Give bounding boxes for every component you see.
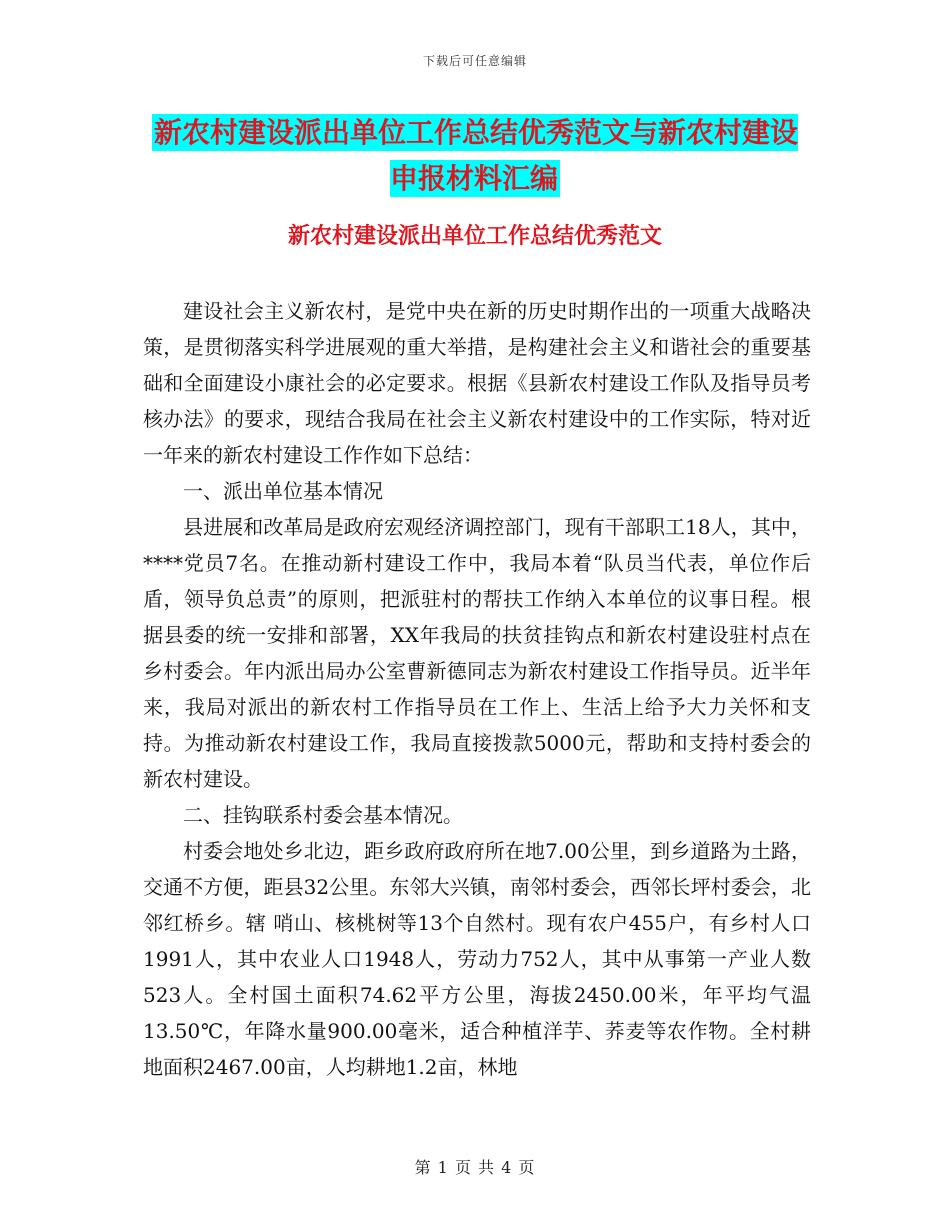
- page-footer: 第 1 页 共 4 页: [414, 1158, 536, 1177]
- section-heading-1: 一、派出单位基本情况: [183, 479, 383, 503]
- header-note: 下载后可任意编辑: [422, 54, 527, 68]
- document-body: [143, 293, 811, 1085]
- section-heading-2: 二、挂钩联系村委会基本情况。: [183, 803, 463, 827]
- document-title-text: 新农村建设派出单位工作总结优秀范文与新农村建设申报材料汇编: [153, 116, 798, 195]
- paragraph-intro: 建设社会主义新农村，是党中央在新的历史时期作出的一项重大战略决策，是贯彻落实科学进展观的重大举措，是构建社会主义和谐社会的重要基础和全面建设小康社会的必定要求。根据《县新农村建设工作队及指导员考核办法》的要求，现结合我局在社会主义新农村建设中的工作实际，特对近一年来的新农村建设工作作如下总结：: [143, 299, 811, 467]
- section-title: 新农村建设派出单位工作总结优秀范文: [287, 224, 662, 249]
- document-title: [145, 110, 805, 202]
- paragraph-village-info: 村委会地处乡北边，距乡政府政府所在地7.00公里，到乡道路为土路，交通不方便，距县32公里。东邻大兴镇，南邻村委会，西邻长坪村委会，北邻红桥乡。辖 哨山、核桃树等13个自然村。现有农户455户，有乡村人口1991人，其中农业人口1948人，劳动力752人，其中从事第一产业人数523人。全村国土面积74.62平方公里，海拔2450.00米，年平均气温13.50℃，年降水量900.00毫米，适合种植洋芋、荞麦等农作物。全村耕地面积2467.00亩，人均耕地1.2亩，林地: [143, 839, 811, 1079]
- paragraph-unit-info: 县进展和改革局是政府宏观经济调控部门，现有干部职工18人，其中，****党员7名。在推动新村建设工作中，我局本着“队员当代表，单位作后盾，领导负总责”的原则，把派驻村的帮扶工作纳入本单位的议事日程。根据县委的统一安排和部署，XX年我局的扶贫挂钩点和新农村建设驻村点在乡村委会。年内派出局办公室曹新德同志为新农村建设工作指导员。近半年来，我局对派出的新农村工作指导员在工作上、生活上给予大力关怀和支持。为推动新农村建设工作，我局直接拨款5000元，帮助和支持村委会的新农村建设。: [143, 515, 811, 791]
